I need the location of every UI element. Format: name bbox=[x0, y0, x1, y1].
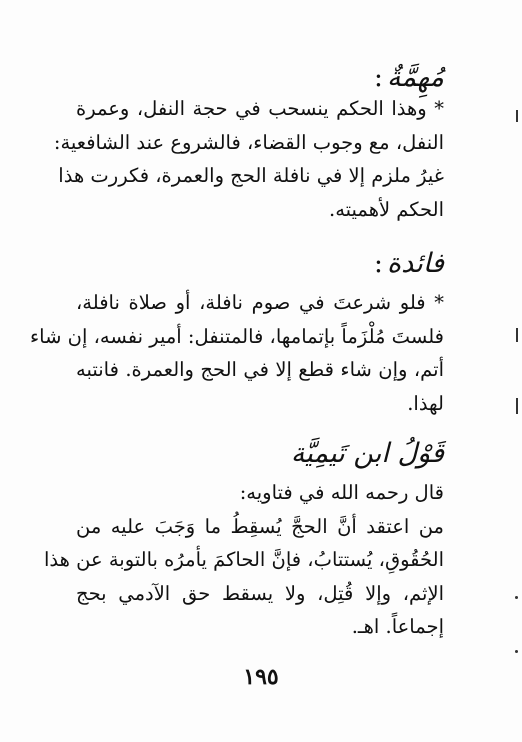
scan-edge-mark bbox=[516, 110, 518, 122]
text-line: لهذا. bbox=[407, 391, 444, 415]
text-line: النفل، مع وجوب القضاء، فالشروع عند الشافعية: bbox=[53, 130, 444, 154]
text-line: أتم، وإن شاء قطع إلا في الحج والعمرة. فانتبه bbox=[76, 358, 444, 382]
heading-colon: : bbox=[373, 62, 383, 93]
section-heading-ibn-taymiyya bbox=[291, 440, 444, 467]
text-line: من اعتقد أنَّ الحجَّ يُسقِطُ ما وَجَبَ عليه من bbox=[76, 514, 444, 538]
text-line: الإثم، وإلا قُتِل، ولا يسقط حق الآدمي بحج bbox=[76, 581, 444, 605]
text-line: * وهذا الحكم ينسحب في حجة النفل، وعمرة bbox=[76, 97, 444, 120]
section-heading-faida bbox=[374, 250, 444, 277]
text-line: * فلو شرعتَ في صوم نافلة، أو صلاة نافلة، bbox=[76, 291, 444, 314]
scan-edge-mark bbox=[516, 328, 518, 342]
heading-colon: : bbox=[373, 248, 384, 279]
section-heading-text: فائدة bbox=[387, 248, 444, 279]
paragraph-faida bbox=[29, 286, 444, 420]
text-line: إجماعاً. اهـ. bbox=[351, 615, 444, 639]
text-line: فلستَ مُلْزَماً بإتمامها، فالمتنفل: أمير نفسه، إن شاء bbox=[29, 324, 444, 348]
text-line: غيرُ ملزم إلا في نافلة الحج والعمرة، فكررت هذا bbox=[58, 164, 444, 188]
text-line: الحكم لأهميته. bbox=[329, 197, 444, 221]
section-heading-text: قَوْلُ ابن تَيمِيَّة bbox=[290, 438, 444, 469]
paragraph-muhimma bbox=[53, 92, 444, 226]
scan-edge-dot bbox=[515, 650, 518, 653]
text-line: الحُقُوقِ، يُستتابُ، فإنَّ الحاكمَ يأمرُه بالتوبة عن هذا bbox=[44, 548, 444, 572]
text-line: قال رحمه الله في فتاويه: bbox=[239, 481, 444, 504]
paragraph-ibn-taymiyya bbox=[44, 476, 444, 644]
section-heading-text: مُهِمَّةٌ bbox=[387, 62, 444, 93]
scan-edge-mark bbox=[516, 398, 518, 414]
section-heading-muhimma bbox=[374, 64, 444, 91]
scan-edge-dot bbox=[515, 596, 518, 599]
page-number: ١٩٥ bbox=[243, 664, 279, 690]
